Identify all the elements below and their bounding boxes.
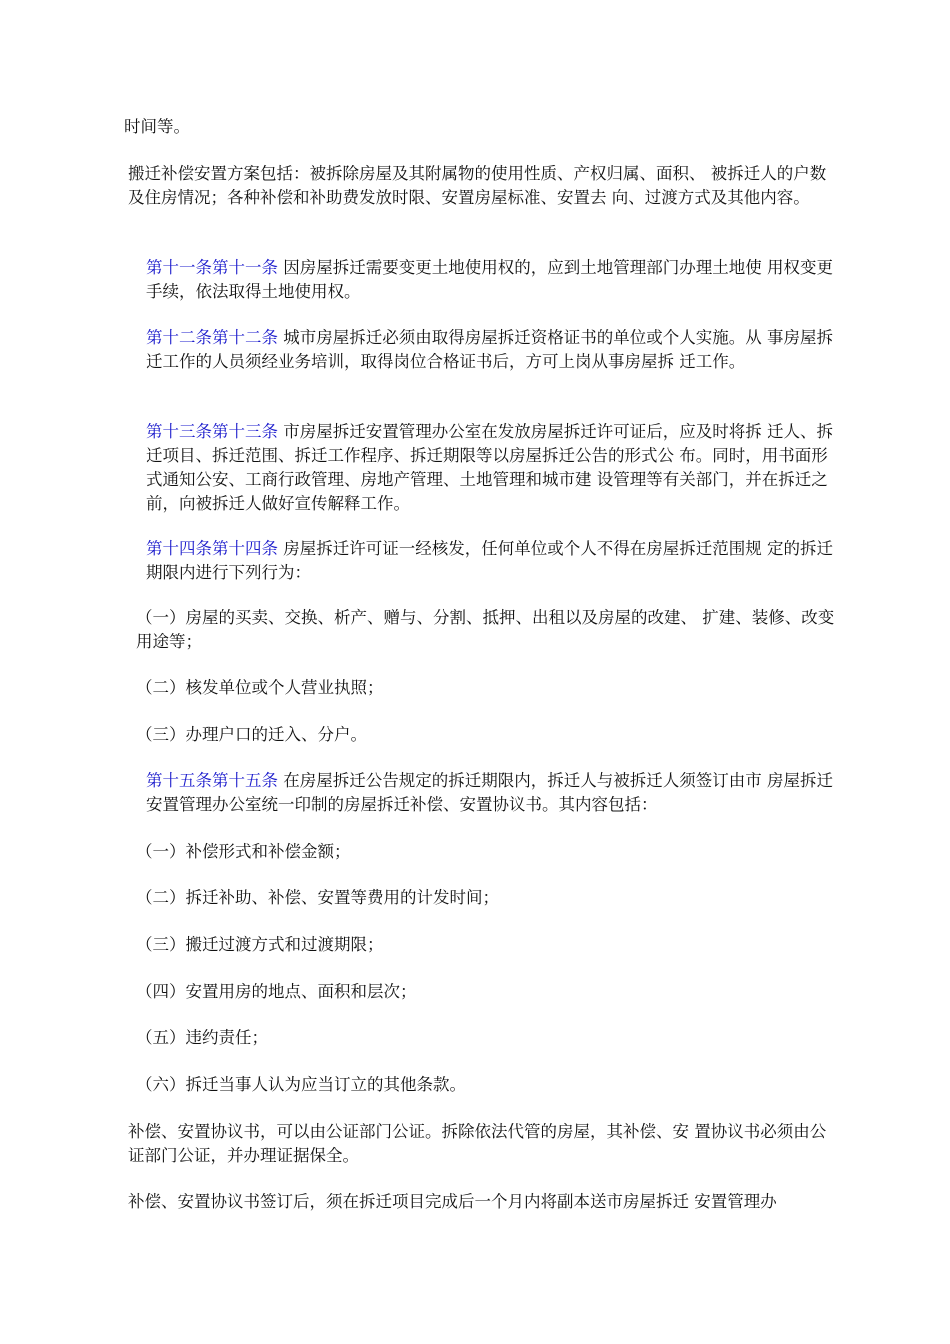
article-14-item-1: （一）房屋的买卖、交换、析产、赠与、分割、抵押、出租以及房屋的改建、 扩建、装修、改变用途等； [136, 608, 835, 651]
article-15-item-6: （六）拆迁当事人认为应当订立的其他条款。 [136, 1075, 466, 1094]
article-15 [146, 769, 836, 817]
article-14-text: 房屋拆迁许可证一经核发，任何单位或个人不得在房屋拆迁范围规 定的拆迁期限内进行下列行为： [146, 539, 833, 582]
article-14-label[interactable]: 第十四条第十四条 [146, 539, 278, 558]
article-15-item-3: （三）搬迁过渡方式和过渡期限； [136, 935, 384, 954]
paragraph-relocation-plan: 搬迁补偿安置方案包括：被拆除房屋及其附属物的使用性质、产权归属、面积、 被拆迁人的户数及住房情况；各种补偿和补助费发放时限、安置房屋标准、安置去 向、过渡方式及其他内容。 [128, 164, 827, 207]
paragraph-agreement-submission: 补偿、安置协议书签订后，须在拆迁项目完成后一个月内将副本送市房屋拆迁 安置管理办 [128, 1192, 777, 1211]
paragraph-notary: 补偿、安置协议书，可以由公证部门公证。拆除依法代管的房屋，其补偿、安 置协议书必须由公证部门公证，并办理证据保全。 [128, 1122, 827, 1165]
article-15-item-2: （二）拆迁补助、补偿、安置等费用的计发时间； [136, 888, 499, 907]
article-15-text: 在房屋拆迁公告规定的拆迁期限内，拆迁人与被拆迁人须签订由市 房屋拆迁安置管理办公室统一印制的房屋拆迁补偿、安置协议书。其内容包括： [146, 771, 833, 814]
article-15-item-1: （一）补偿形式和补偿金额； [136, 842, 351, 861]
article-11 [146, 256, 836, 304]
article-11-label[interactable]: 第十一条第十一条 [146, 258, 278, 277]
article-12 [146, 326, 836, 374]
article-13-label[interactable]: 第十三条第十三条 [146, 422, 278, 441]
article-14-item-2: （二）核发单位或个人营业执照； [136, 678, 384, 697]
paragraph-time: 时间等。 [124, 117, 190, 136]
article-14-item-3: （三）办理户口的迁入、分户。 [136, 725, 367, 744]
article-13 [146, 420, 836, 516]
article-15-label[interactable]: 第十五条第十五条 [146, 771, 278, 790]
article-12-text: 城市房屋拆迁必须由取得房屋拆迁资格证书的单位或个人实施。从 事房屋拆迁工作的人员须经业务培训，取得岗位合格证书后，方可上岗从事房屋拆 迁工作。 [146, 328, 833, 371]
article-15-item-5: （五）违约责任； [136, 1028, 268, 1047]
article-15-item-4: （四）安置用房的地点、面积和层次； [136, 982, 417, 1001]
article-11-text: 因房屋拆迁需要变更土地使用权的，应到土地管理部门办理土地使 用权变更手续，依法取得土地使用权。 [146, 258, 833, 301]
article-12-label[interactable]: 第十二条第十二条 [146, 328, 278, 347]
article-14 [146, 537, 836, 585]
article-13-text: 市房屋拆迁安置管理办公室在发放房屋拆迁许可证后，应及时将拆 迁人、拆迁项目、拆迁范围、拆迁工作程序、拆迁期限等以房屋拆迁公告的形式公 布。同时，用书面形式通知公安、工商行政管理、房地产管理、土地管理和城市建 设管理等有关部门，并在拆迁之前，向被拆迁人做好宣传解释工作。 [146, 422, 833, 513]
